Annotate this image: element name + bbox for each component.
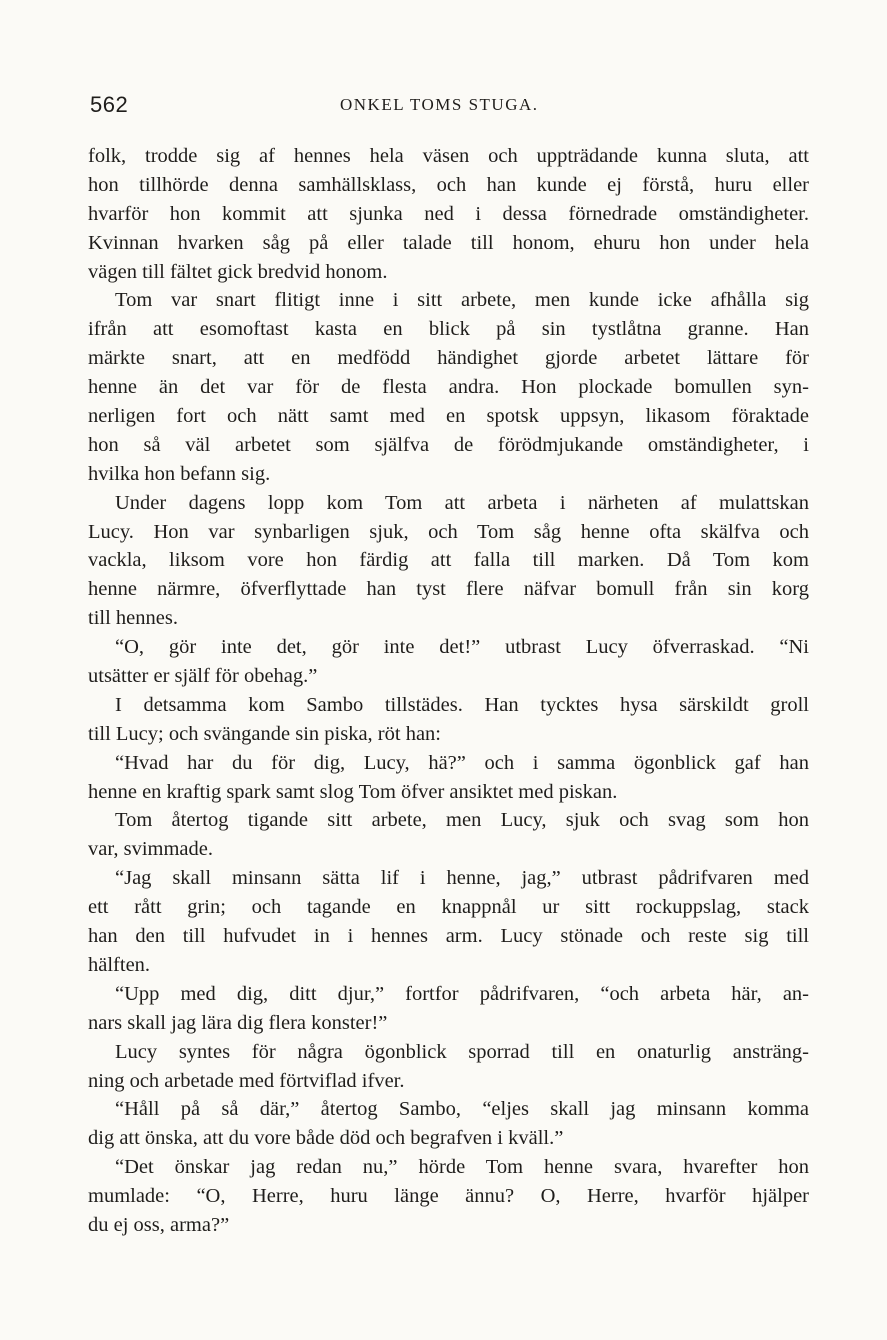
page-header <box>90 92 807 122</box>
text-line: Under dagens lopp kom Tom att arbeta i närheten af mulattskan <box>115 491 809 514</box>
text-line: henne närmre, öfverflyttade han tyst flere näfvar bomull från sin korg <box>88 578 809 601</box>
text-line: I detsamma kom Sambo tillstädes. Han tycktes hysa särskildt groll <box>115 693 809 716</box>
text-line: mumlade: “O, Herre, huru länge ännu? O, Herre, hvarför hjälper <box>88 1185 809 1208</box>
page-number: 562 <box>90 92 129 117</box>
text-line: hvilka hon befann sig. <box>88 462 271 485</box>
text-line: “Det önskar jag redan nu,” hörde Tom henne svara, hvarefter hon <box>115 1156 809 1179</box>
text-line: Kvinnan hvarken såg på eller talade till honom, ehuru hon under hela <box>88 231 809 254</box>
text-line: till Lucy; och svängande sin piska, röt han: <box>88 722 441 745</box>
text-line: dig att önska, att du vore både död och begrafven i kväll.” <box>88 1127 564 1150</box>
text-line: ning och arbetade med förtviflad ifver. <box>88 1069 405 1092</box>
text-line: utsätter er själf för obehag.” <box>88 665 318 688</box>
text-line: ifrån att esomoftast kasta en blick på sin tystlåtna granne. Han <box>88 318 809 341</box>
text-line: “Hvad har du för dig, Lucy, hä?” och i samma ögonblick gaf han <box>115 751 809 774</box>
text-line: “Jag skall minsann sätta lif i henne, jag,” utbrast pådrifvaren med <box>115 867 809 890</box>
text-line: Lucy syntes för några ögonblick sporrad till en onaturlig ansträng- <box>115 1040 809 1063</box>
text-line: Lucy. Hon var synbarligen sjuk, och Tom såg henne ofta skälfva och <box>88 520 809 543</box>
text-line: han den till hufvudet in i hennes arm. Lucy stönade och reste sig till <box>88 925 809 948</box>
body-text <box>88 142 809 1240</box>
text-line: hon tillhörde denna samhällsklass, och han kunde ej förstå, huru eller <box>88 173 809 196</box>
text-line: var, svimmade. <box>88 838 213 861</box>
text-line: folk, trodde sig af hennes hela väsen och uppträdande kunna sluta, att <box>88 145 809 167</box>
text-line: Tom återtog tigande sitt arbete, men Lucy, sjuk och svag som hon <box>115 809 809 832</box>
text-line: hon så väl arbetet som själfva de förödmjukande omständigheter, i <box>88 433 809 456</box>
text-line: nerligen fort och nätt samt med en spotsk uppsyn, likasom föraktade <box>88 405 809 428</box>
running-title: ONKEL TOMS STUGA. <box>340 95 539 114</box>
text-line: nars skall jag lära dig flera konster!” <box>88 1011 388 1034</box>
text-line: vackla, liksom vore hon färdig att falla till marken. Då Tom kom <box>88 549 809 572</box>
text-line: märkte snart, att en medfödd händighet gjorde arbetet lättare för <box>88 347 809 370</box>
text-line: hvarför hon kommit att sjunka ned i dessa förnedrade omständigheter. <box>88 202 809 225</box>
text-line: Tom var snart flitigt inne i sitt arbete, men kunde icke afhålla sig <box>115 289 809 312</box>
text-line: hälften. <box>88 953 151 976</box>
text-line: “Upp med dig, ditt djur,” fortfor pådrifvaren, “och arbeta här, an- <box>115 982 809 1005</box>
text-line: till hennes. <box>88 607 178 630</box>
text-line: henne än det var för de flesta andra. Hon plockade bomullen syn- <box>88 376 809 399</box>
text-line: “Håll på så där,” återtog Sambo, “eljes skall jag minsann komma <box>115 1098 809 1121</box>
text-line: henne en kraftig spark samt slog Tom öfver ansiktet med piskan. <box>88 780 618 803</box>
text-line: du ej oss, arma?” <box>88 1213 230 1236</box>
text-line: “O, gör inte det, gör inte det!” utbrast Lucy öfverraskad. “Ni <box>115 636 809 659</box>
text-line: vägen till fältet gick bredvid honom. <box>88 260 388 283</box>
text-line: ett rått grin; och tagande en knappnål ur sitt rockuppslag, stack <box>88 896 809 919</box>
